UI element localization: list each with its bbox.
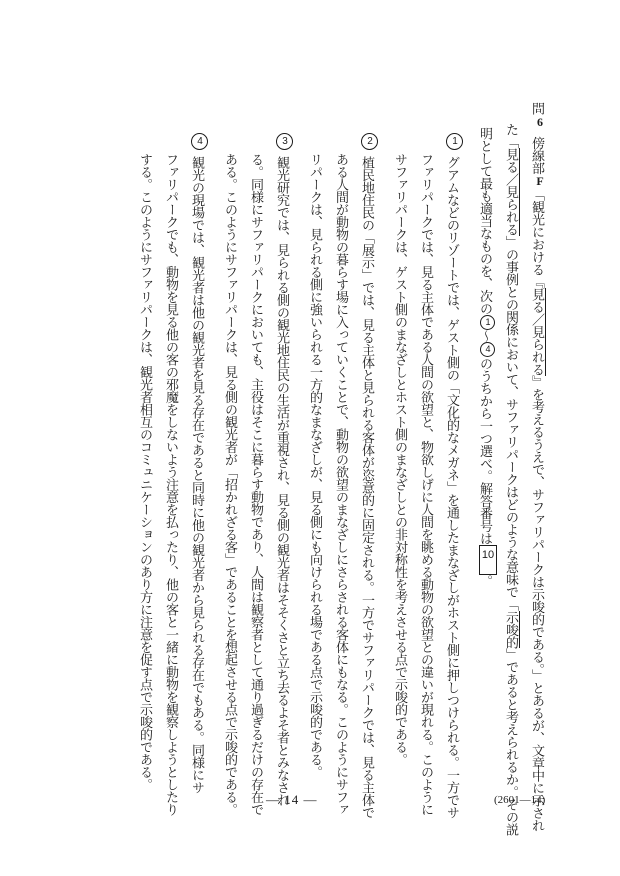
question-number: 6 bbox=[536, 114, 543, 129]
option-1-text: グアムなどのリゾートでは、ゲスト側の「文化的なメガネ」を通したまなざしがホスト側に押しつけられる。一方でサ bbox=[445, 156, 460, 819]
option-2-column-1 bbox=[354, 133, 380, 876]
option-1-column-3: サファリパークは、ゲスト側のまなざしとホスト側のまなざしとの非対称性を考えさせる点で示唆的である。 bbox=[393, 153, 408, 766]
option-2-text: 植民地住民の「展示」では、見る主体と見られる客体が恣意的に固定される。一方でサファリパークでは、見る主体で bbox=[360, 156, 375, 819]
question-column-1: 問6傍線部F「観光における『見る／見られる』を考えるうえで、サファリパークは示唆的である。」とあるが、文章中に示され bbox=[530, 102, 545, 832]
option-4-column-2: ファリパークでも、動物を見る他の客の邪魔をしないよう注意を払ったり、他の客と一緒に動物を観察しようとしたり bbox=[164, 153, 179, 816]
option-2-column-3: リパークは、見られる側に強いられる一方的なまなざしが、見る側にも向けられる場である点で示唆的である。 bbox=[308, 153, 323, 778]
option-3-column-2: る。同様にサファリパークにおいても、主役はそこに暮らす動物であり、人間は観察者として通り過ぎるだけの存在で bbox=[249, 153, 264, 816]
option-4-column-3: する。このようにサファリパークは、観光者相互のコミュニケーションのあり方に注意を促す点で示唆的である。 bbox=[138, 153, 153, 791]
option-1-column-1 bbox=[439, 133, 465, 876]
option-2-marker: 2 bbox=[361, 133, 378, 150]
option-4-column-1 bbox=[184, 133, 210, 876]
answer-number-box: 10 bbox=[479, 545, 497, 575]
question-column-2: た「見る／見られる」の事例との関係において、サファリパークはどのような意味で「示唆的」であると考えられるか。その説 bbox=[504, 123, 519, 836]
print-code: (2601—14) bbox=[494, 794, 546, 806]
option-2-column-2: ある人間が動物の暮らす場に入っていくことで、動物の欲望のまなざしにさらされる客体にもなる。このようにサファ bbox=[334, 153, 349, 816]
emphasised-term: 示唆的 bbox=[504, 610, 519, 648]
option-3-column-3: ある。このようにサファリパークは、見る側の観光者が「招かれざる客」であることを想起させる点で示唆的である。 bbox=[223, 153, 238, 816]
question-text: 傍線部 bbox=[530, 136, 545, 174]
page-number: — 14 — bbox=[266, 792, 318, 807]
option-3-text: 観光研究では、見られる側の観光地住民の生活が重視され、見る側の観光者はそそくさと立ち去るよそ者とみなされ bbox=[275, 156, 290, 806]
option-4-marker: 4 bbox=[191, 133, 208, 150]
option-3-column-1 bbox=[269, 133, 295, 876]
circled-number-1-icon: 1 bbox=[480, 315, 495, 330]
emphasised-term: 見る／見られる bbox=[504, 148, 519, 236]
question-label: 問 bbox=[530, 102, 545, 115]
question-column-3: 明として最も適当なものを、次の1～4のうちから一つ選べ。解答番号は10。 bbox=[472, 127, 498, 876]
option-4-text: 観光の現場では、観光者は他の観光者を見る存在であると同時に他の観光者から見られる存在でもある。同様にサ bbox=[190, 156, 205, 794]
circled-number-4-icon: 4 bbox=[480, 342, 495, 357]
option-3-marker: 3 bbox=[276, 133, 293, 150]
passage-ref-letter: F bbox=[536, 174, 544, 188]
option-1-marker: 1 bbox=[446, 133, 463, 150]
emphasised-term: 見る／見られる bbox=[530, 288, 545, 376]
option-1-column-2: ファリパークでは、見る主体である人間の欲望と、物欲しげに人間を眺める動物の欲望との違いが現れる。このように bbox=[419, 153, 434, 816]
vertical-text-block bbox=[132, 0, 550, 876]
